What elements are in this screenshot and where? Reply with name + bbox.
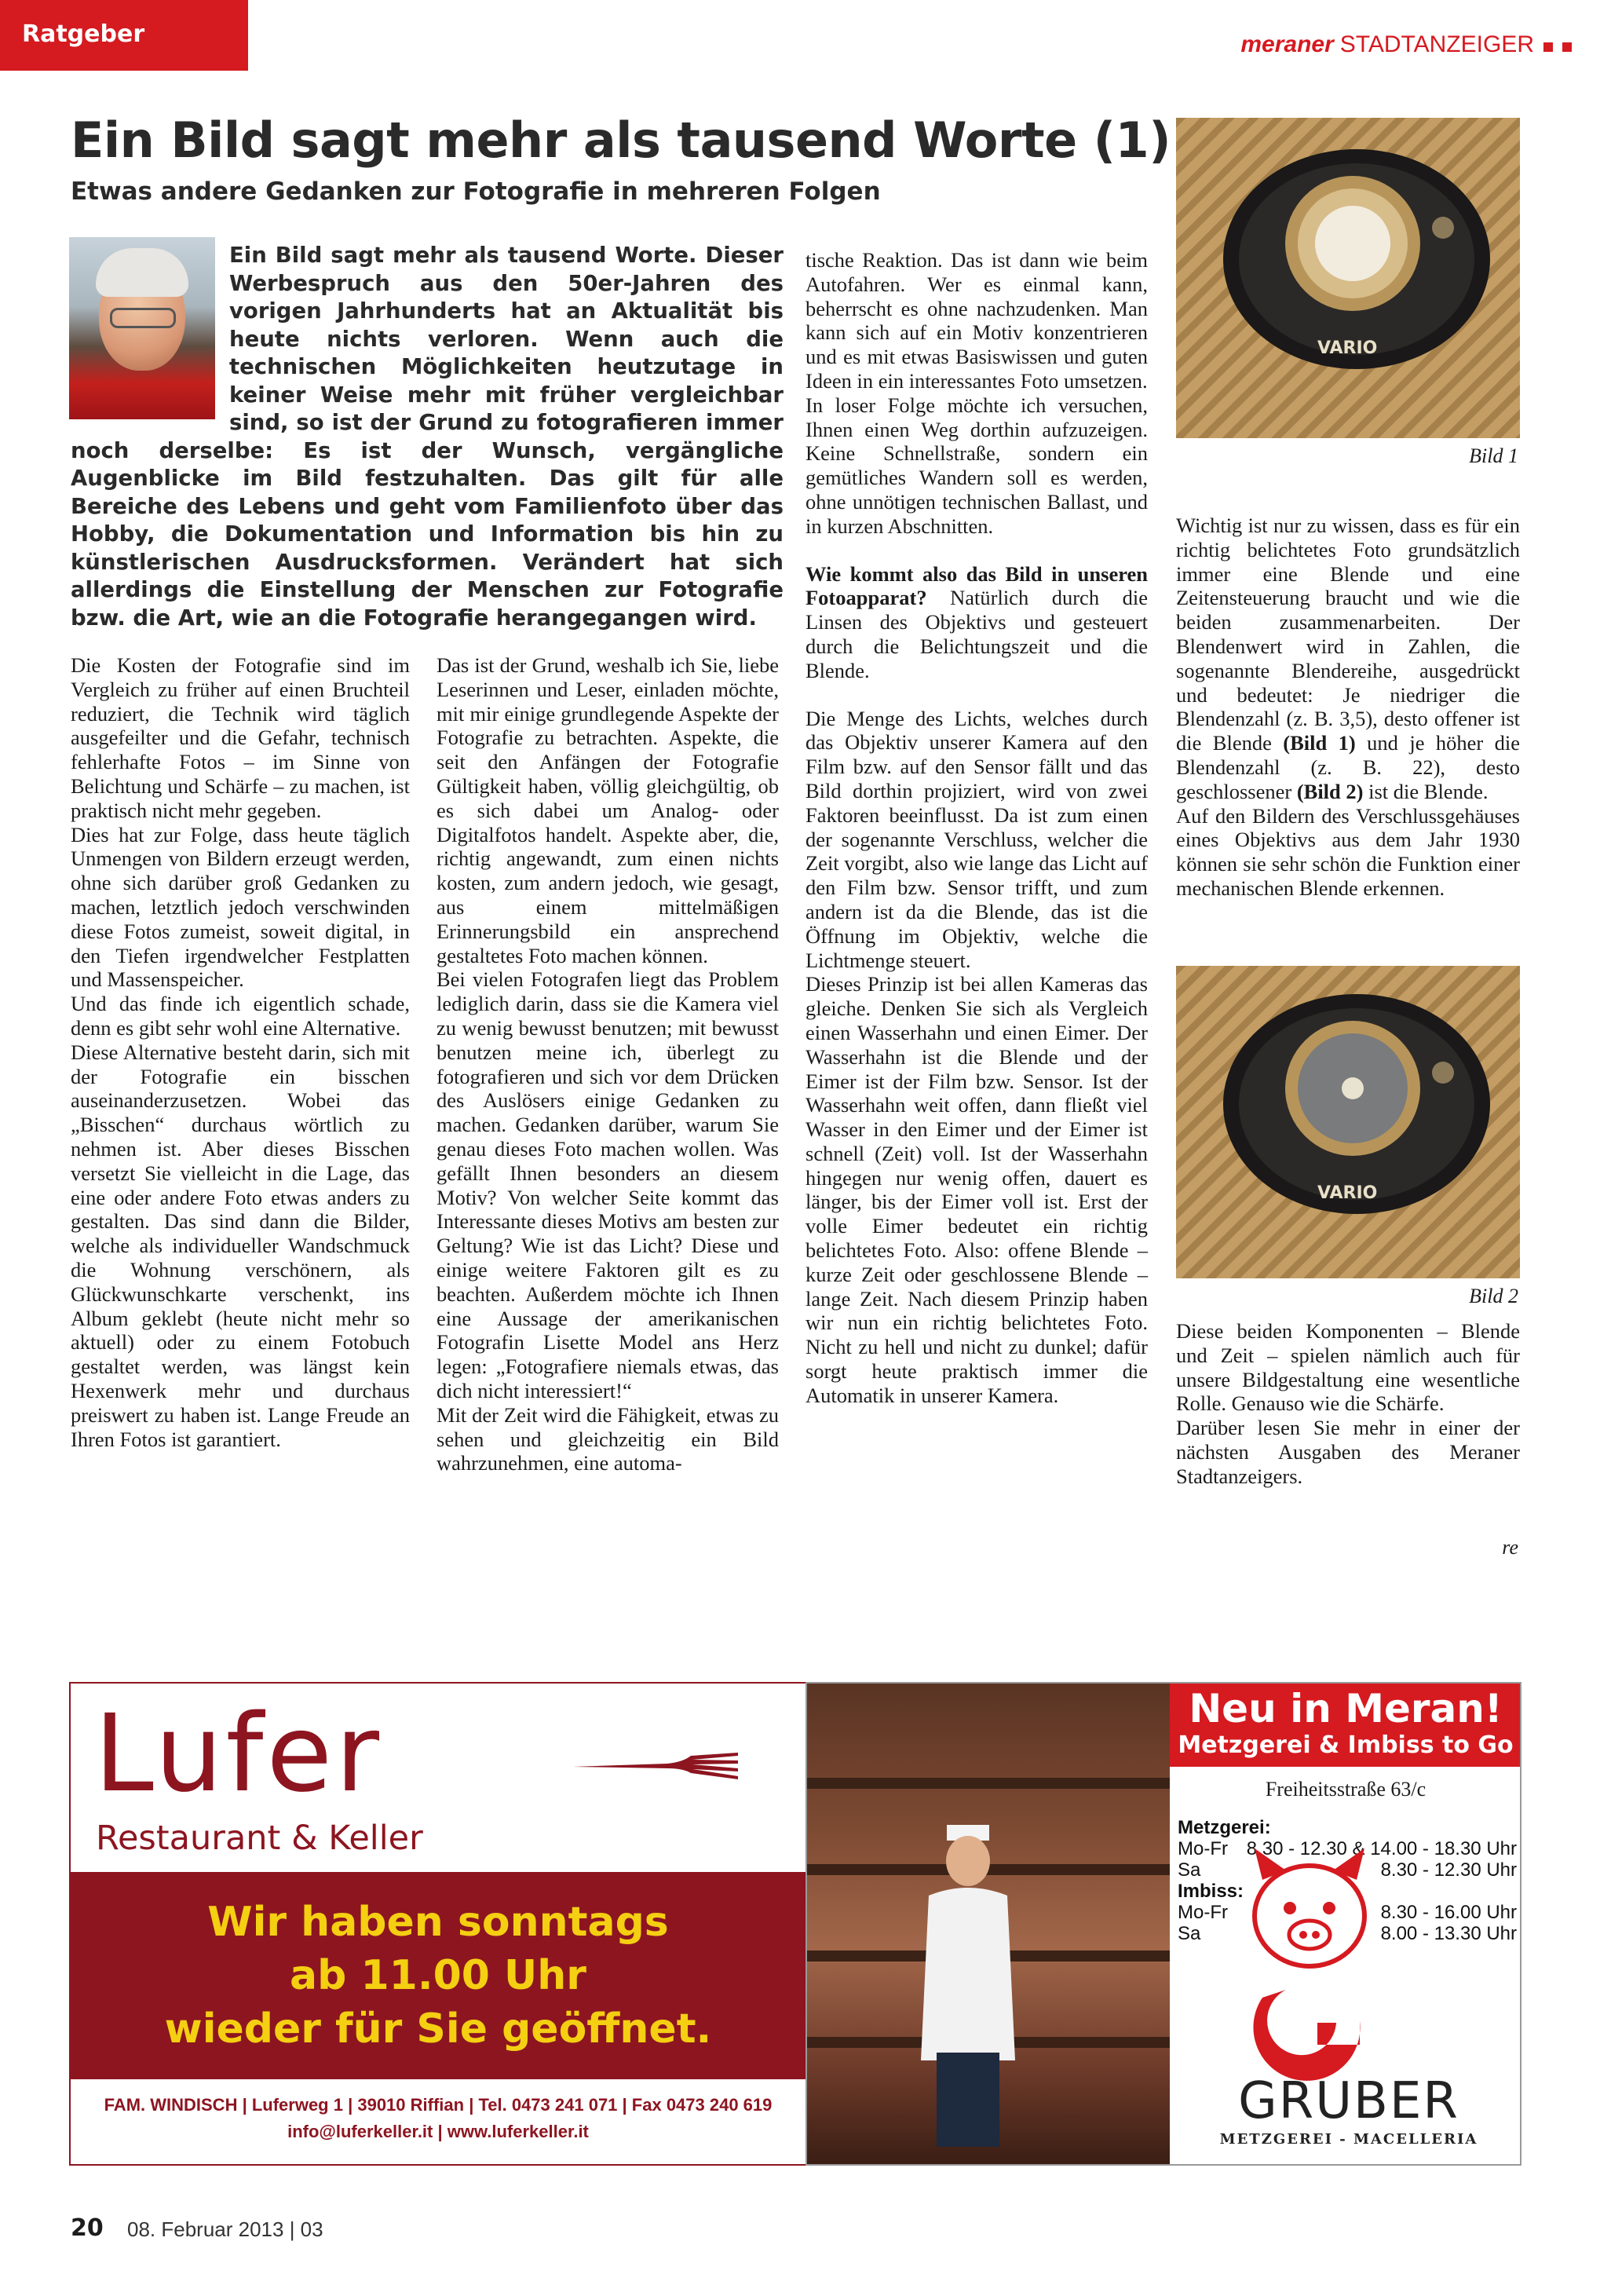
hours-day: Sa xyxy=(1178,1859,1201,1881)
square-icon xyxy=(1543,42,1553,52)
shutter-label: VARIO xyxy=(1317,1183,1378,1203)
lufer-logo: Lufer xyxy=(94,1692,383,1816)
shutter-illustration xyxy=(1176,966,1520,1278)
paragraph: Die Menge des Lichts, welches durch das Objektiv unserer Kamera auf den Film bzw. auf den Sensor fällt und das Bild dorthin projiziert, wird von zwei Faktoren beeinflusst. Da ist zum einen der sogenannte Verschluss, welcher die Zeit vorgibt, also wie lange das Licht auf den Film bzw. Sensor trifft, und zum andern ist da die Blende, das ist die Öffnung im Objektiv, welche die Lichtmenge steuert. xyxy=(805,706,1148,972)
issue-date: 08. Februar 2013 | 03 xyxy=(127,2217,323,2241)
hours-day: Mo-Fr xyxy=(1178,1902,1228,1923)
lufer-opening-band xyxy=(71,1872,805,2079)
photo-caption-2: Bild 2 xyxy=(1469,1285,1518,1307)
contact-line: FAM. WINDISCH | Luferweg 1 | 39010 Riffian | Tel. 0473 241 071 | Fax 0473 240 619 xyxy=(104,2095,773,2115)
author-signature: re xyxy=(1502,1536,1518,1559)
article-column-4-end xyxy=(1176,1319,1520,1489)
opening-line-2: ab 11.00 Uhr xyxy=(290,1952,586,1999)
paragraph: tische Reaktion. Das ist dann wie beim Autofahren. Wer es einmal kann, beherrscht es ohne nachzudenken. Man kann sich auf ein Motiv konzentrieren und es mit etwas Basiswissen und guten Ideen in ein interessantes Foto umsetzen. xyxy=(805,248,1148,393)
section-question: Wie kommt also das Bild in unseren Fotoapparat? xyxy=(805,561,1148,610)
paragraph: In loser Folge möchte ich versuchen, Ihnen einen Weg dorthin aufzuzeigen. Keine Schnellstraße, sondern ein gemütliches Wandern soll es werden, ohne unnötigen technischen Ballast, und in kurzen Abschnitten. xyxy=(805,393,1148,538)
imbiss-label: Imbiss: xyxy=(1178,1881,1244,1902)
paragraph: Auf den Bildern des Verschlussgehäuses eines Objektivs aus dem Jahr 1930 können sie sehr schön die Funktion einer mechanischen Blende erkennen. xyxy=(1176,803,1520,900)
brand-suffix: STADTANZEIGER xyxy=(1339,31,1534,57)
paragraph: Bei vielen Fotografen liegt das Problem lediglich darin, dass sie die Kamera viel zu wenig bewusst benutzen; mit bewusst benutzen meine ich, überlegt zu fotografieren und sich vor dem Drücken des Auslösers einige Gedanken zu machen. Gedanken darüber, warum Sie genau dieses Foto machen wollen. Was gefällt Ihnen besonders an diesem Motiv? Von welcher Seite kommt das Interessante dieses Motivs am besten zur Geltung? Wie ist das Licht? Diese und einige weitere Faktoren gilt es zu beachten. Außerdem möchte ich Ihnen eine Aussage der amerikanischen Fotografin Lisette Model ans Herz legen: „Fotografiere niemals etwas, das dich nicht interessiert!“ xyxy=(437,967,779,1402)
article-subtitle: Etwas andere Gedanken zur Fotografie in mehreren Folgen xyxy=(71,177,881,206)
paragraph-text: ist die Blende. xyxy=(1363,779,1489,803)
hours-time: 8.00 - 13.30 Uhr xyxy=(1380,1923,1517,1944)
shutter-photo-closed xyxy=(1176,966,1520,1278)
bold-ref: (Bild 2) xyxy=(1296,779,1364,803)
hours-time: 8.30 - 12.30 & 14.00 - 18.30 Uhr xyxy=(1246,1838,1517,1859)
paragraph: Die Kosten der Fotografie sind im Vergleich zu früher auf einen Bruchteil reduziert, die Technik wird täglich ausgefeilter und die Gefahr, technisch fehlerhafte Fotos – im Sinne von Belichtung und Schärfe – zu machen, ist praktisch nicht mehr gegeben. xyxy=(71,653,410,822)
paragraph: Diese Alternative besteht darin, sich mit der Fotografie ein bisschen auseinanderzusetzen. Wobei das „Bisschen“ durchaus wörtlich zu nehmen ist. Aber dieses Bisschen versetzt Sie vielleicht in die Lage, das eine oder andere Foto etwas anders zu gestalten. Das sind dann die Bilder, welche als individueller Wandschmuck die Wohnung verschönern, als Glückwunschkarte verschenkt, ins Album geklebt (heute nicht mehr so aktuell) oder zu einem Fotobuch gestaltet werden, was längst kein Hexenwerk mehr und durchaus preiswert zu haben ist. Lange Freude an Ihren Fotos ist garantiert. xyxy=(71,1040,410,1451)
opening-line-1: Wir haben sonntags xyxy=(207,1899,669,1946)
section-label: Ratgeber xyxy=(22,20,145,48)
article-column-4 xyxy=(1176,514,1520,901)
article-column-1 xyxy=(71,653,410,1451)
hours-time: 8.30 - 16.00 Uhr xyxy=(1380,1902,1517,1923)
article-column-3 xyxy=(805,248,1148,1408)
gruber-headline: Neu in Meran! xyxy=(1189,1686,1503,1731)
fork-icon xyxy=(573,1746,738,1784)
gruber-subheadline: Metzgerei & Imbiss to Go xyxy=(1178,1731,1514,1759)
lead-text: Ein Bild sagt mehr als tausend Worte. Dieser Werbespruch aus den 50er-Jahren des vorigen Jahrhunderts hat an Aktualität bis heute nichts verloren. Wenn auch die technischen Möglichkeiten heutzutage in keiner Weise mehr mit früher vergleichbar sind, so ist der Grund zu fotografieren immer noch derselbe: Es ist der Wunsch, vergängliche Augenblicke im Bild festzuhalten. Das gilt für alle Bereiche des Lebens und geht vom Familienfoto über das Hobby, die Dokumentation und Information bis hin zu künstlerischen Ausdrucksformen. Verändert hat sich allerdings die Einstellung der Menschen zur Fotografie bzw. die Art, wie an die Fotografie herangegangen wird. xyxy=(71,243,784,631)
photo-caption-1: Bild 1 xyxy=(1469,444,1518,467)
article-column-2 xyxy=(437,653,779,1475)
paragraph: Das ist der Grund, weshalb ich Sie, liebe Leserinnen und Leser, einladen möchte, mit mir einige grundlegende Aspekte der Fotografie zu betrachten. Aspekte, die seit den Anfängen der Fotografie Gültigkeit haben, völlig gleichgültig, ob es sich dabei um Analog- oder Digitalfotos handelt. Aspekte aber, die, richtig angewandt, zum einen nichts kosten, zum andern jedoch, wie gesagt, aus einem mittelmäßigen Erinnerungsbild ein ansprechend gestaltetes Foto machen können. xyxy=(437,653,779,967)
paragraph-text: Wichtig ist nur zu wissen, dass es für ein richtig belichtetes Foto grundsätzlich immer eine Blende und eine Zeitensteuerung braucht und wie die beiden zusammenarbeiten. Der Blendenwert wird in Zahlen, die sogenannte Blendereihe, ausgedrückt und bedeutet: Je niedriger die Blendenzahl (z. B. 3,5), desto offener ist die Blende xyxy=(1176,514,1520,755)
butcher-shop-photo xyxy=(807,1684,1170,2164)
hours-time: 8.30 - 12.30 Uhr xyxy=(1380,1859,1517,1881)
article-title: Ein Bild sagt mehr als tausend Worte (1) xyxy=(71,112,1171,169)
gruber-brand-sub: METZGEREI - MACELLERIA xyxy=(1219,2131,1478,2148)
publication-brand xyxy=(1240,31,1572,58)
metzgerei-label: Metzgerei: xyxy=(1178,1817,1271,1838)
hours-day: Mo-Fr xyxy=(1178,1838,1228,1859)
brand-name: meraner xyxy=(1240,31,1334,57)
square-icon xyxy=(1562,42,1572,52)
gruber-header xyxy=(1170,1684,1521,1767)
ad-gruber[interactable] xyxy=(805,1682,1521,2166)
paragraph-text: und je höher die Blendenzahl (z. B. 22), desto geschlossener xyxy=(1176,731,1521,803)
hours-day: Sa xyxy=(1178,1923,1201,1944)
shutter-illustration xyxy=(1176,118,1520,438)
paragraph: Dies hat zur Folge, dass heute täglich Unmengen von Bildern erzeugt werden, ohne sich darüber groß Gedanken zu machen, letztlich jedoch verschwinden diese Fotos zumeist, soweit digital, in den Tiefen irgendwelcher Festplatten und Massenspeicher. xyxy=(71,822,410,992)
gruber-address: Freiheitsstraße 63/c xyxy=(1265,1778,1426,1801)
ad-lufer[interactable] xyxy=(69,1682,807,2166)
gruber-brand: GRUBER xyxy=(1238,2072,1459,2130)
lufer-subtitle: Restaurant & Keller xyxy=(96,1819,423,1858)
paragraph xyxy=(1176,514,1520,804)
page-number: 20 xyxy=(71,2214,104,2242)
paragraph: Mit der Zeit wird die Fähigkeit, etwas zu sehen und gleichzeitig ein Bild wahrzunehmen, eine automa- xyxy=(437,1402,779,1475)
paragraph: Diese beiden Komponenten – Blende und Zeit – spielen nämlich auch für unsere Bildgestaltung eine wesentliche Rolle. Genauso wie die Schärfe. xyxy=(1176,1319,1520,1416)
shutter-label: VARIO xyxy=(1317,338,1378,358)
bold-ref: (Bild 1) xyxy=(1283,731,1356,755)
shutter-photo-open xyxy=(1176,118,1520,438)
lufer-contact xyxy=(71,2092,805,2145)
paragraph: Und das finde ich eigentlich schade, denn es gibt sehr wohl eine Alternative. xyxy=(71,992,410,1040)
web-line[interactable]: info@luferkeller.it | www.luferkeller.it xyxy=(287,2122,589,2141)
opening-line-3: wieder für Sie geöffnet. xyxy=(164,2005,712,2053)
paragraph-text: Natürlich durch die Linsen des Objektivs und gesteuert durch die Belichtungszeit und die Blende. xyxy=(805,586,1148,682)
paragraph: Dieses Prinzip ist bei allen Kameras das gleiche. Denken Sie sich als Vergleich einen Wasserhahn und einen Eimer. Der Wasserhahn ist die Blende und der Eimer ist der Film bzw. Sensor. Ist der Wasserhahn weit offen, dann fließt viel Wasser in den Eimer und der Eimer ist schnell (Zeit) voll. Ist der Wasserhahn hingegen nur wenig offen, dauert es länger, bis der Eimer voll ist. Erst der volle Eimer bedeutet ein richtig belichtetes Foto. Also: offene Blende – kurze Zeit oder geschlossene Blende – lange Zeit. Nach diesem Prinzip haben wir nun ein richtig belichtetes Foto. Nicht zu hell und nicht zu dunkel; dafür sorgt heute praktisch immer die Automatik in unserer Kamera. xyxy=(805,972,1148,1407)
butcher-figure xyxy=(909,1825,1027,2155)
paragraph: Darüber lesen Sie mehr in einer der nächsten Ausgaben des Meraner Stadtanzeigers. xyxy=(1176,1416,1520,1488)
section-tag xyxy=(0,0,248,71)
paragraph xyxy=(805,562,1148,683)
article-lead xyxy=(71,242,784,632)
